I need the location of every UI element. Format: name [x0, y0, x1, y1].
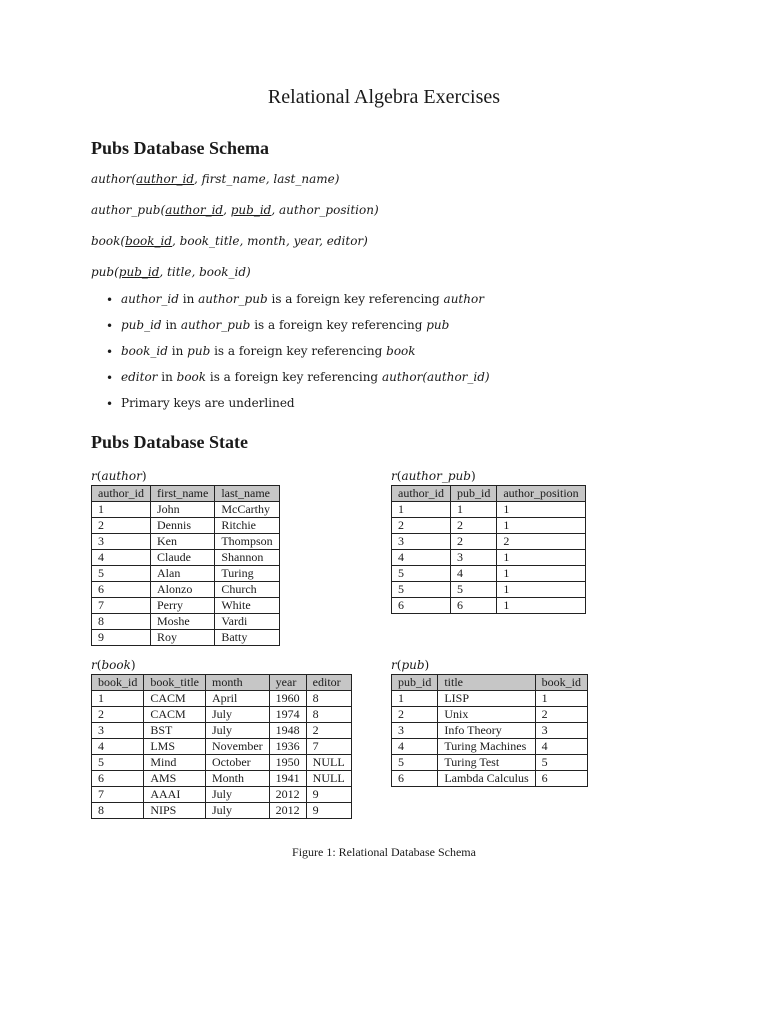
table-row — [92, 534, 280, 550]
table-cell: 2012 — [269, 803, 306, 819]
book-table-label: r(book) — [91, 658, 136, 672]
table-row — [92, 723, 352, 739]
table-cell: July — [206, 803, 270, 819]
schema-author: author(author_id, first_name, last_name) — [91, 172, 340, 186]
author-pub-table — [391, 485, 586, 614]
table-cell: 7 — [306, 739, 351, 755]
constraint-list — [106, 290, 490, 420]
table-cell: 5 — [535, 755, 587, 771]
table-cell: Moshe — [151, 614, 215, 630]
column-header: author_id — [392, 486, 451, 502]
attribute: author_position — [279, 203, 374, 217]
schema-book: book(book_id, book_title, month, year, editor) — [91, 234, 368, 248]
column-header: book_title — [144, 675, 206, 691]
schema-heading: Pubs Database Schema — [91, 138, 270, 158]
table-row — [92, 771, 352, 787]
table-cell: 1950 — [269, 755, 306, 771]
table-cell: 6 — [535, 771, 587, 787]
table-cell: Turing — [215, 566, 279, 582]
table-cell: 1948 — [269, 723, 306, 739]
table-cell: 4 — [451, 566, 497, 582]
table-row — [92, 598, 280, 614]
table-cell: Roy — [151, 630, 215, 646]
table-cell: November — [206, 739, 270, 755]
table-cell: 1 — [497, 566, 585, 582]
table-cell: 7 — [92, 787, 144, 803]
table-cell: 2 — [535, 707, 587, 723]
table-cell: July — [206, 723, 270, 739]
state-heading: Pubs Database State — [91, 432, 249, 452]
table-header-row — [392, 486, 586, 502]
table-row — [92, 518, 280, 534]
key-attribute: pub_id — [118, 265, 160, 279]
page-title: Relational Algebra Exercises — [267, 86, 501, 108]
attribute: first_name — [201, 172, 266, 186]
table-cell: AAAI — [144, 787, 206, 803]
table-row — [92, 755, 352, 771]
table-row — [92, 566, 280, 582]
table-row — [392, 518, 586, 534]
table-row — [92, 550, 280, 566]
table-cell: July — [206, 707, 270, 723]
table-row — [392, 550, 586, 566]
table-header-row — [92, 675, 352, 691]
table-cell: 1 — [392, 502, 451, 518]
table-cell: 1 — [497, 598, 585, 614]
key-attribute: pub_id — [230, 203, 272, 217]
column-header: first_name — [151, 486, 215, 502]
bullet-icon: • — [106, 293, 114, 307]
constraint-item: • author_id in author_pub is a foreign key referencing author — [106, 292, 484, 307]
table-cell: Dennis — [151, 518, 215, 534]
table-row — [92, 630, 280, 646]
table-cell: 2 — [392, 518, 451, 534]
table-cell: 4 — [92, 739, 144, 755]
table-cell: 6 — [392, 598, 451, 614]
table-row — [392, 598, 586, 614]
table-cell: 2 — [451, 534, 497, 550]
table-row — [92, 707, 352, 723]
table-cell: Thompson — [215, 534, 279, 550]
pub-table — [391, 674, 588, 787]
table-cell: 5 — [92, 566, 151, 582]
table-cell: 1 — [497, 582, 585, 598]
table-cell: 2 — [392, 707, 438, 723]
table-cell: 9 — [306, 787, 351, 803]
table-cell: 2 — [92, 518, 151, 534]
table-cell: October — [206, 755, 270, 771]
column-header: title — [438, 675, 535, 691]
table-cell: Perry — [151, 598, 215, 614]
attribute: month — [247, 234, 287, 248]
column-header: last_name — [215, 486, 279, 502]
table-cell: 6 — [92, 582, 151, 598]
table-cell: 1 — [451, 502, 497, 518]
table-cell: 2012 — [269, 787, 306, 803]
table-row — [92, 803, 352, 819]
table-row — [392, 771, 588, 787]
column-header: author_id — [92, 486, 151, 502]
table-cell: 6 — [92, 771, 144, 787]
table-cell: Batty — [215, 630, 279, 646]
table-header-row — [392, 675, 588, 691]
table-cell: 2 — [306, 723, 351, 739]
column-header: book_id — [535, 675, 587, 691]
table-cell: AMS — [144, 771, 206, 787]
table-cell: LISP — [438, 691, 535, 707]
relation-name: author — [91, 172, 132, 186]
column-header: year — [269, 675, 306, 691]
table-cell: Mind — [144, 755, 206, 771]
table-cell: 8 — [306, 691, 351, 707]
table-cell: 3 — [535, 723, 587, 739]
table-cell: 8 — [92, 614, 151, 630]
table-row — [92, 502, 280, 518]
table-cell: Month — [206, 771, 270, 787]
table-cell: Shannon — [215, 550, 279, 566]
table-cell: 3 — [451, 550, 497, 566]
column-header: month — [206, 675, 270, 691]
table-cell: 5 — [92, 755, 144, 771]
table-cell: 7 — [92, 598, 151, 614]
attribute: year — [293, 234, 320, 248]
relation-name: author_pub — [91, 203, 161, 217]
table-cell: Ritchie — [215, 518, 279, 534]
table-cell: 6 — [392, 771, 438, 787]
table-cell: Turing Test — [438, 755, 535, 771]
table-cell: 9 — [306, 803, 351, 819]
table-cell: 3 — [92, 534, 151, 550]
table-cell: 1974 — [269, 707, 306, 723]
table-cell: Claude — [151, 550, 215, 566]
table-cell: April — [206, 691, 270, 707]
constraint-item: • editor in book is a foreign key referencing author(author_id) — [106, 370, 490, 385]
table-cell: 5 — [392, 582, 451, 598]
table-cell: NIPS — [144, 803, 206, 819]
column-header: book_id — [92, 675, 144, 691]
author-pub-table-label: r(author_pub) — [391, 469, 476, 483]
table-cell: 5 — [392, 755, 438, 771]
constraint-item: • Primary keys are underlined — [106, 396, 295, 411]
author-table-label: r(author) — [91, 469, 147, 483]
table-row — [92, 739, 352, 755]
column-header: pub_id — [451, 486, 497, 502]
column-header: pub_id — [392, 675, 438, 691]
table-cell: Vardi — [215, 614, 279, 630]
table-row — [392, 739, 588, 755]
table-cell: 1 — [497, 502, 585, 518]
table-cell: 9 — [92, 630, 151, 646]
attribute: book_title — [179, 234, 240, 248]
table-row — [392, 755, 588, 771]
table-cell: Turing Machines — [438, 739, 535, 755]
relation-name: pub — [91, 265, 115, 279]
table-cell: 1960 — [269, 691, 306, 707]
table-cell: 2 — [451, 518, 497, 534]
table-row — [392, 691, 588, 707]
table-cell: 1 — [92, 502, 151, 518]
table-row — [392, 534, 586, 550]
table-cell: 8 — [306, 707, 351, 723]
table-cell: 1 — [497, 518, 585, 534]
attribute: last_name — [273, 172, 335, 186]
schema-author-pub: author_pub(author_id, pub_id, author_position) — [91, 203, 379, 217]
table-cell: 1941 — [269, 771, 306, 787]
bullet-icon: • — [106, 319, 114, 333]
table-cell: 1936 — [269, 739, 306, 755]
schema-pub: pub(pub_id, title, book_id) — [91, 265, 251, 279]
table-cell: BST — [144, 723, 206, 739]
table-row — [92, 614, 280, 630]
table-cell: LMS — [144, 739, 206, 755]
table-cell: Unix — [438, 707, 535, 723]
table-cell: White — [215, 598, 279, 614]
attribute: title — [167, 265, 192, 279]
table-row — [92, 582, 280, 598]
table-cell: 3 — [392, 723, 438, 739]
table-row — [92, 787, 352, 803]
table-cell: 1 — [497, 550, 585, 566]
book-table — [91, 674, 352, 819]
table-cell: Church — [215, 582, 279, 598]
figure-caption: Figure 1: Relational Database Schema — [292, 845, 476, 859]
table-cell: 2 — [497, 534, 585, 550]
attribute: editor — [326, 234, 364, 248]
table-cell: 5 — [392, 566, 451, 582]
attribute: book_id — [199, 265, 247, 279]
table-cell: CACM — [144, 707, 206, 723]
table-cell: July — [206, 787, 270, 803]
table-row — [392, 502, 586, 518]
table-cell: NULL — [306, 755, 351, 771]
column-header: editor — [306, 675, 351, 691]
table-row — [92, 691, 352, 707]
table-cell: 3 — [92, 723, 144, 739]
table-cell: 5 — [451, 582, 497, 598]
table-row — [392, 566, 586, 582]
table-cell: 1 — [92, 691, 144, 707]
table-cell: 6 — [451, 598, 497, 614]
author-table — [91, 485, 280, 646]
table-cell: 1 — [535, 691, 587, 707]
constraint-item: • book_id in pub is a foreign key referencing book — [106, 344, 416, 359]
table-cell: 4 — [92, 550, 151, 566]
bullet-icon: • — [106, 371, 114, 385]
relation-name: book — [91, 234, 121, 248]
table-cell: 8 — [92, 803, 144, 819]
table-header-row — [92, 486, 280, 502]
table-cell: 2 — [92, 707, 144, 723]
table-cell: 1 — [392, 691, 438, 707]
table-cell: Info Theory — [438, 723, 535, 739]
table-cell: 3 — [392, 534, 451, 550]
table-cell: 4 — [392, 739, 438, 755]
bullet-icon: • — [106, 397, 114, 411]
constraint-item: • pub_id in author_pub is a foreign key referencing pub — [106, 318, 450, 333]
table-cell: McCarthy — [215, 502, 279, 518]
table-row — [392, 723, 588, 739]
key-attribute: author_id — [136, 172, 195, 186]
table-cell: Lambda Calculus — [438, 771, 535, 787]
table-cell: John — [151, 502, 215, 518]
table-cell: CACM — [144, 691, 206, 707]
key-attribute: author_id — [165, 203, 224, 217]
pub-table-label: r(pub) — [391, 658, 430, 672]
table-row — [392, 707, 588, 723]
table-cell: 4 — [392, 550, 451, 566]
table-cell: Alonzo — [151, 582, 215, 598]
column-header: author_position — [497, 486, 585, 502]
table-cell: Alan — [151, 566, 215, 582]
table-cell: 4 — [535, 739, 587, 755]
table-cell: NULL — [306, 771, 351, 787]
bullet-icon: • — [106, 345, 114, 359]
table-cell: Ken — [151, 534, 215, 550]
table-row — [392, 582, 586, 598]
key-attribute: book_id — [125, 234, 173, 248]
